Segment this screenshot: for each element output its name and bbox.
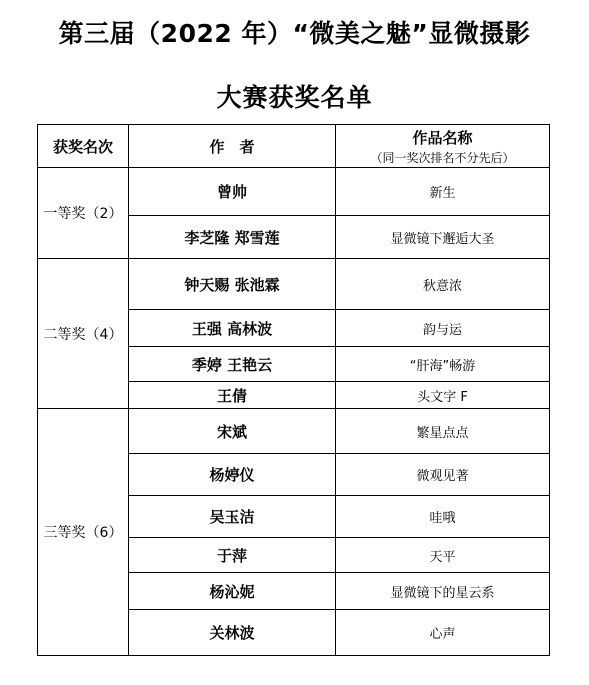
work-cell: 显微镜下邂逅大圣 <box>336 216 550 259</box>
work-cell: 秋意浓 <box>336 259 550 310</box>
author-cell: 钟天赐 张池霖 <box>129 259 336 310</box>
header-author: 作 者 <box>129 125 336 168</box>
author-cell: 王倩 <box>129 382 336 409</box>
table-row <box>38 259 550 310</box>
work-cell: 哇哦 <box>336 496 550 538</box>
work-cell: 新生 <box>336 168 550 216</box>
document-title-line1: 第三届（2022 年）“微美之魅”显微摄影 <box>58 19 531 48</box>
author-cell: 杨婷仪 <box>129 454 336 496</box>
work-cell: 韵与运 <box>336 310 550 347</box>
header-work <box>336 125 550 168</box>
author-cell: 季婷 王艳云 <box>129 347 336 382</box>
award-level-first: 一等奖（2） <box>38 168 129 259</box>
header-work-label: 作品名称 <box>412 128 473 147</box>
header-work-note: （同一奖次排名不分先后） <box>370 150 515 165</box>
award-level-third: 三等奖（6） <box>38 409 129 656</box>
author-cell: 于萍 <box>129 538 336 573</box>
work-cell: 繁星点点 <box>336 409 550 454</box>
author-cell: 吴玉洁 <box>129 496 336 538</box>
header-rank: 获奖名次 <box>38 125 129 168</box>
work-cell: 显微镜下的星云系 <box>336 573 550 610</box>
author-cell: 曾帅 <box>129 168 336 216</box>
table-header-row <box>38 125 550 168</box>
author-cell: 关林波 <box>129 610 336 656</box>
document-title-line2: 大赛获奖名单 <box>216 83 373 112</box>
table-row <box>38 409 550 454</box>
table-row <box>38 168 550 216</box>
award-level-second: 二等奖（4） <box>38 259 129 409</box>
award-table <box>37 124 550 656</box>
work-cell: 微观见著 <box>336 454 550 496</box>
work-cell: 头文字 F <box>336 382 550 409</box>
author-cell: 李芝隆 郑雪莲 <box>129 216 336 259</box>
work-cell: 心声 <box>336 610 550 656</box>
author-cell: 王强 高林波 <box>129 310 336 347</box>
work-cell: “肝海”畅游 <box>336 347 550 382</box>
author-cell: 宋斌 <box>129 409 336 454</box>
work-cell: 天平 <box>336 538 550 573</box>
author-cell: 杨沁妮 <box>129 573 336 610</box>
